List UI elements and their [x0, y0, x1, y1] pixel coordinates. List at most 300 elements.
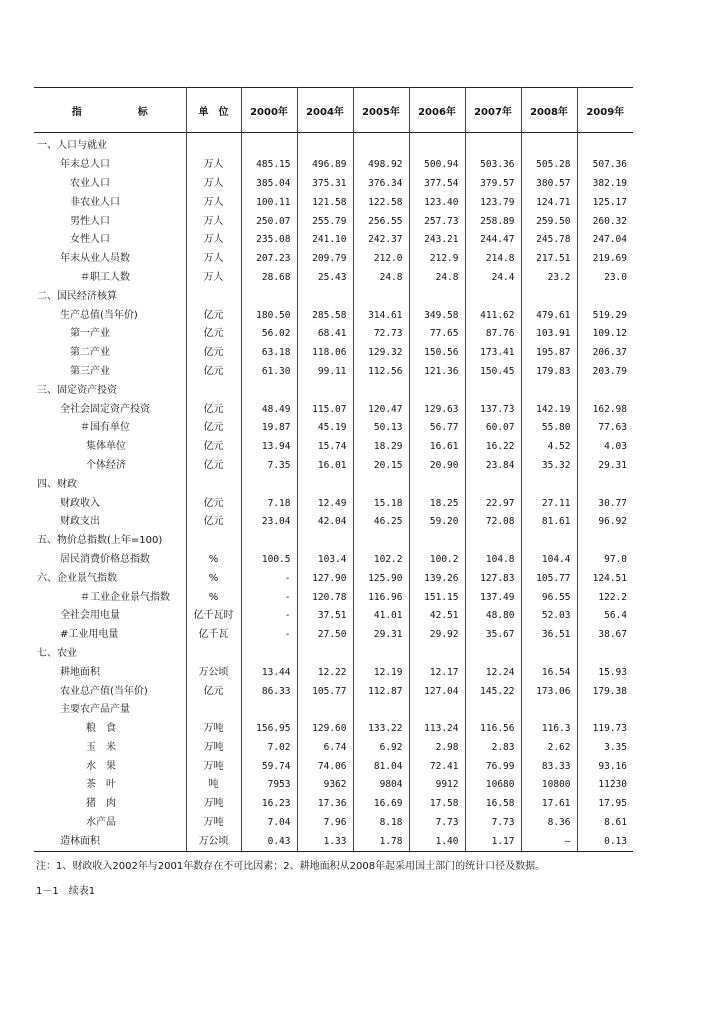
table-row	[34, 269, 633, 288]
value-cell	[353, 133, 409, 156]
value-cell: 139.26	[409, 569, 465, 588]
value-cell: 35.67	[465, 626, 521, 645]
value-cell: 59.74	[241, 757, 297, 776]
row-label: 水产品	[34, 814, 186, 833]
table-row	[34, 588, 633, 607]
value-cell: 20.90	[409, 457, 465, 476]
value-cell: 257.73	[409, 212, 465, 231]
value-cell: 411.62	[465, 306, 521, 325]
indicator-header: 指 标	[34, 88, 186, 133]
value-cell: 124.51	[592, 572, 627, 584]
row-unit: 亿元	[186, 400, 241, 419]
year-header: 2005年	[353, 88, 409, 133]
value-cell	[297, 287, 353, 306]
value-cell: 173.41	[465, 344, 521, 363]
value-cell: -	[241, 626, 297, 645]
table-row	[34, 494, 633, 513]
row-unit	[186, 475, 241, 494]
value-cell	[241, 701, 297, 720]
value-cell	[353, 475, 409, 494]
value-cell: 505.28	[521, 156, 577, 175]
value-cell	[353, 532, 409, 551]
value-cell: 247.04	[592, 234, 627, 246]
value-cell	[241, 133, 297, 156]
row-label: 年末总人口	[34, 156, 186, 175]
value-cell: 150.56	[409, 344, 465, 363]
value-cell: 375.31	[297, 175, 353, 194]
row-unit: 万吨	[186, 795, 241, 814]
value-cell: 52.03	[521, 607, 577, 626]
value-cell: 29.31	[598, 459, 627, 471]
value-cell: 162.98	[592, 403, 627, 415]
value-cell: 16.22	[465, 438, 521, 457]
table-row	[34, 701, 633, 720]
value-cell: 121.58	[297, 193, 353, 212]
value-cell: 16.69	[353, 795, 409, 814]
value-cell: 68.41	[297, 325, 353, 344]
value-cell: 219.69	[592, 253, 627, 265]
row-unit: 亿元	[186, 682, 241, 701]
value-cell: 245.78	[521, 231, 577, 250]
value-cell: —	[521, 832, 577, 851]
table-row	[34, 607, 633, 626]
row-label: #工业用电量	[34, 626, 186, 645]
value-cell: 18.29	[353, 438, 409, 457]
row-label: 集体单位	[34, 438, 186, 457]
value-cell	[241, 381, 297, 400]
table-row	[34, 795, 633, 814]
table-row	[34, 419, 633, 438]
table-row	[34, 212, 633, 231]
year-header: 2009年	[577, 88, 633, 133]
value-cell: 145.22	[465, 682, 521, 701]
value-cell: 56.77	[409, 419, 465, 438]
value-cell: 7953	[241, 776, 297, 795]
row-unit: 万吨	[186, 720, 241, 739]
value-cell	[521, 645, 577, 664]
table-row	[34, 325, 633, 344]
value-cell: 203.79	[592, 365, 627, 377]
row-label: 茶 叶	[34, 776, 186, 795]
value-cell: 45.19	[297, 419, 353, 438]
value-cell: 16.01	[297, 457, 353, 476]
value-cell: 24.4	[465, 269, 521, 288]
value-cell: 63.18	[241, 344, 297, 363]
value-cell: 100.5	[241, 551, 297, 570]
value-cell	[297, 475, 353, 494]
value-cell: 212.9	[409, 250, 465, 269]
value-cell: 125.17	[592, 196, 627, 208]
value-cell: 81.04	[353, 757, 409, 776]
value-cell: 19.87	[241, 419, 297, 438]
value-cell: 102.2	[353, 551, 409, 570]
row-unit: 万吨	[186, 814, 241, 833]
value-cell: 23.84	[465, 457, 521, 476]
value-cell: 96.55	[521, 588, 577, 607]
value-cell: 12.19	[353, 663, 409, 682]
value-cell: 212.0	[353, 250, 409, 269]
value-cell: 112.87	[353, 682, 409, 701]
value-cell	[577, 133, 633, 156]
value-cell: 36.51	[521, 626, 577, 645]
value-cell: 119.73	[592, 723, 627, 735]
value-cell: 13.94	[241, 438, 297, 457]
table-row	[34, 306, 633, 325]
value-cell: 16.23	[241, 795, 297, 814]
value-cell: 7.73	[465, 814, 521, 833]
table-row	[34, 344, 633, 363]
value-cell: 195.87	[521, 344, 577, 363]
value-cell: 376.34	[353, 175, 409, 194]
table-row	[34, 175, 633, 194]
value-cell: 7.35	[241, 457, 297, 476]
value-cell: 137.73	[465, 400, 521, 419]
value-cell: 103.91	[521, 325, 577, 344]
value-cell	[353, 287, 409, 306]
value-cell	[241, 532, 297, 551]
footnote: 注：1、财政收入2002年与2001年数存在不可比因素；2、耕地面积从2008年起采用国土部门的统计口径及数据。	[36, 861, 546, 872]
value-cell: 74.06	[297, 757, 353, 776]
value-cell: 151.15	[409, 588, 465, 607]
value-cell: 112.56	[353, 363, 409, 382]
value-cell: 38.67	[598, 629, 627, 641]
year-header: 2006年	[409, 88, 465, 133]
row-label: 全社会固定资产投资	[34, 400, 186, 419]
value-cell: 241.10	[297, 231, 353, 250]
value-cell: 1.40	[409, 832, 465, 851]
row-unit: 万公顷	[186, 832, 241, 851]
value-cell: 1.33	[297, 832, 353, 851]
row-unit: 万公顷	[186, 663, 241, 682]
value-cell: 7.02	[241, 739, 297, 758]
value-cell	[521, 475, 577, 494]
row-label: 全社会用电量	[34, 607, 186, 626]
value-cell: 35.32	[521, 457, 577, 476]
value-cell: 377.54	[409, 175, 465, 194]
table-row	[34, 475, 633, 494]
value-cell	[297, 645, 353, 664]
table-row	[34, 814, 633, 833]
value-cell: 242.37	[353, 231, 409, 250]
value-cell	[521, 532, 577, 551]
value-cell: 385.04	[241, 175, 297, 194]
value-cell: 380.57	[521, 175, 577, 194]
value-cell	[353, 381, 409, 400]
value-cell	[297, 381, 353, 400]
table-body	[34, 133, 633, 852]
value-cell: 256.55	[353, 212, 409, 231]
value-cell: 116.56	[465, 720, 521, 739]
value-cell: 133.22	[353, 720, 409, 739]
value-cell: 260.32	[592, 215, 627, 227]
row-label: ＃国有单位	[34, 419, 186, 438]
value-cell	[465, 381, 521, 400]
value-cell: 379.57	[465, 175, 521, 194]
table-row	[34, 739, 633, 758]
row-label: 年末从业人员数	[34, 250, 186, 269]
value-cell: 23.04	[241, 513, 297, 532]
value-cell: 77.63	[598, 422, 627, 434]
table-row	[34, 193, 633, 212]
value-cell: 15.93	[598, 666, 627, 678]
value-cell: 0.13	[577, 832, 633, 851]
value-cell: 100.2	[409, 551, 465, 570]
value-cell: 1.17	[465, 832, 521, 851]
value-cell: 12.22	[297, 663, 353, 682]
value-cell: 3.35	[604, 741, 627, 753]
value-cell: 235.08	[241, 231, 297, 250]
row-label: 财政收入	[34, 494, 186, 513]
table-row	[34, 832, 633, 851]
value-cell: 180.50	[241, 306, 297, 325]
value-cell: 17.36	[297, 795, 353, 814]
row-unit: 亿元	[186, 457, 241, 476]
value-cell: 150.45	[465, 363, 521, 382]
row-label: 玉 米	[34, 739, 186, 758]
row-unit: 万人	[186, 193, 241, 212]
value-cell: 244.47	[465, 231, 521, 250]
value-cell: 103.4	[297, 551, 353, 570]
value-cell: 129.60	[297, 720, 353, 739]
value-cell: 96.92	[598, 516, 627, 528]
value-cell: -	[241, 588, 297, 607]
value-cell	[409, 532, 465, 551]
row-label: 二、国民经济核算	[34, 287, 186, 306]
table-row	[34, 757, 633, 776]
value-cell: 104.4	[521, 551, 577, 570]
value-cell: 37.51	[297, 607, 353, 626]
value-cell: 115.07	[297, 400, 353, 419]
value-cell: 179.83	[521, 363, 577, 382]
value-cell: 81.61	[521, 513, 577, 532]
value-cell: 6.92	[353, 739, 409, 758]
row-unit: 亿千瓦时	[186, 607, 241, 626]
row-label: ＃职工人数	[34, 269, 186, 288]
value-cell: 12.49	[297, 494, 353, 513]
row-label: 居民消费价格总指数	[34, 551, 186, 570]
table-row	[34, 663, 633, 682]
row-label: 农业总产值(当年价)	[34, 682, 186, 701]
value-cell: 255.79	[297, 212, 353, 231]
row-label: 农业人口	[34, 175, 186, 194]
value-cell	[409, 287, 465, 306]
value-cell: 8.36	[521, 814, 577, 833]
row-label: 女性人口	[34, 231, 186, 250]
value-cell	[409, 701, 465, 720]
value-cell: 4.52	[521, 438, 577, 457]
table-row	[34, 438, 633, 457]
row-label: 猪 肉	[34, 795, 186, 814]
value-cell: 29.92	[409, 626, 465, 645]
row-label: ＃工业企业景气指数	[34, 588, 186, 607]
row-label: 第一产业	[34, 325, 186, 344]
value-cell: 349.58	[409, 306, 465, 325]
row-unit: 亿元	[186, 513, 241, 532]
table-row	[34, 720, 633, 739]
row-label: 第三产业	[34, 363, 186, 382]
value-cell: 285.58	[297, 306, 353, 325]
row-unit: 亿元	[186, 438, 241, 457]
value-cell: 97.0	[604, 553, 627, 565]
row-label: 造林面积	[34, 832, 186, 851]
row-unit: 万人	[186, 156, 241, 175]
row-unit: 亿元	[186, 306, 241, 325]
value-cell: 15.74	[297, 438, 353, 457]
value-cell: 8.18	[353, 814, 409, 833]
value-cell: 42.04	[297, 513, 353, 532]
value-cell: 116.3	[521, 720, 577, 739]
value-cell: 243.21	[409, 231, 465, 250]
value-cell: 59.20	[409, 513, 465, 532]
value-cell: 0.43	[241, 832, 297, 851]
row-label: 财政支出	[34, 513, 186, 532]
row-unit: 万人	[186, 175, 241, 194]
value-cell: 17.95	[598, 798, 627, 810]
value-cell: 500.94	[409, 156, 465, 175]
value-cell: 72.41	[409, 757, 465, 776]
value-cell: -	[241, 569, 297, 588]
value-cell: 6.74	[297, 739, 353, 758]
value-cell: 382.19	[592, 177, 627, 189]
row-label: 主要农产品产量	[34, 701, 186, 720]
value-cell: 127.90	[297, 569, 353, 588]
value-cell: 10680	[465, 776, 521, 795]
year-header: 2007年	[465, 88, 521, 133]
table-row	[34, 287, 633, 306]
value-cell: 122.2	[598, 591, 627, 603]
value-cell: 16.54	[521, 663, 577, 682]
table-row	[34, 133, 633, 156]
value-cell: 173.06	[521, 682, 577, 701]
value-cell: 137.49	[465, 588, 521, 607]
row-label: 三、固定资产投资	[34, 381, 186, 400]
value-cell: 503.36	[465, 156, 521, 175]
value-cell: 2.62	[521, 739, 577, 758]
value-cell: 120.47	[353, 400, 409, 419]
value-cell: 109.12	[592, 328, 627, 340]
value-cell: 24.8	[409, 269, 465, 288]
value-cell: 12.17	[409, 663, 465, 682]
value-cell: 30.77	[598, 497, 627, 509]
unit-header: 单 位	[186, 88, 241, 133]
value-cell: 99.11	[297, 363, 353, 382]
value-cell: 7.18	[241, 494, 297, 513]
table-row	[34, 532, 633, 551]
value-cell: 127.83	[465, 569, 521, 588]
value-cell: 48.80	[465, 607, 521, 626]
row-label: 男性人口	[34, 212, 186, 231]
value-cell: 23.0	[604, 271, 627, 283]
table-row	[34, 626, 633, 645]
value-cell	[409, 381, 465, 400]
value-cell: 56.02	[241, 325, 297, 344]
value-cell: 72.73	[353, 325, 409, 344]
value-cell: 20.15	[353, 457, 409, 476]
value-cell: -	[241, 607, 297, 626]
value-cell: 42.51	[409, 607, 465, 626]
table-row	[34, 513, 633, 532]
table-row	[34, 569, 633, 588]
row-unit	[186, 133, 241, 156]
value-cell: 77.65	[409, 325, 465, 344]
value-cell	[577, 701, 633, 720]
value-cell: 314.61	[353, 306, 409, 325]
value-cell: 86.33	[241, 682, 297, 701]
value-cell: 56.4	[604, 610, 627, 622]
row-unit: 亿元	[186, 325, 241, 344]
row-unit: %	[186, 551, 241, 570]
value-cell: 121.36	[409, 363, 465, 382]
row-unit: 吨	[186, 776, 241, 795]
value-cell: 485.15	[241, 156, 297, 175]
value-cell: 113.24	[409, 720, 465, 739]
value-cell: 15.18	[353, 494, 409, 513]
row-label: 非农业人口	[34, 193, 186, 212]
table-row	[34, 645, 633, 664]
value-cell: 93.16	[598, 760, 627, 772]
value-cell: 48.49	[241, 400, 297, 419]
value-cell: 123.40	[409, 193, 465, 212]
value-cell	[409, 133, 465, 156]
value-cell: 498.92	[353, 156, 409, 175]
value-cell: 122.58	[353, 193, 409, 212]
value-cell	[297, 532, 353, 551]
value-cell	[465, 645, 521, 664]
value-cell: 129.63	[409, 400, 465, 419]
row-label: 五、物价总指数(上年=100)	[34, 532, 186, 551]
table-row	[34, 156, 633, 175]
value-cell: 479.61	[521, 306, 577, 325]
value-cell: 41.01	[353, 607, 409, 626]
value-cell: 16.61	[409, 438, 465, 457]
value-cell: 13.44	[241, 663, 297, 682]
row-unit: %	[186, 588, 241, 607]
value-cell: 60.07	[465, 419, 521, 438]
year-header: 2008年	[521, 88, 577, 133]
table-page-label: 1－1 续表1	[36, 886, 96, 897]
value-cell: 4.03	[604, 441, 627, 453]
value-cell	[241, 287, 297, 306]
statistics-table	[34, 87, 633, 852]
row-unit: 万人	[186, 212, 241, 231]
value-cell: 17.61	[521, 795, 577, 814]
value-cell	[521, 287, 577, 306]
value-cell: 156.95	[241, 720, 297, 739]
value-cell: 83.33	[521, 757, 577, 776]
value-cell: 7.73	[409, 814, 465, 833]
value-cell: 61.30	[241, 363, 297, 382]
row-unit: 亿千瓦	[186, 626, 241, 645]
value-cell: 7.96	[297, 814, 353, 833]
table-row	[34, 776, 633, 795]
row-unit: 亿元	[186, 363, 241, 382]
value-cell: 16.58	[465, 795, 521, 814]
value-cell	[465, 701, 521, 720]
value-cell	[353, 645, 409, 664]
value-cell: 12.24	[465, 663, 521, 682]
value-cell	[409, 475, 465, 494]
value-cell	[521, 701, 577, 720]
value-cell: 10800	[521, 776, 577, 795]
row-unit: 亿元	[186, 494, 241, 513]
value-cell	[577, 645, 633, 664]
value-cell: 250.07	[241, 212, 297, 231]
row-unit: %	[186, 569, 241, 588]
value-cell	[577, 475, 633, 494]
row-unit: 万吨	[186, 739, 241, 758]
value-cell: 129.32	[353, 344, 409, 363]
value-cell	[465, 475, 521, 494]
